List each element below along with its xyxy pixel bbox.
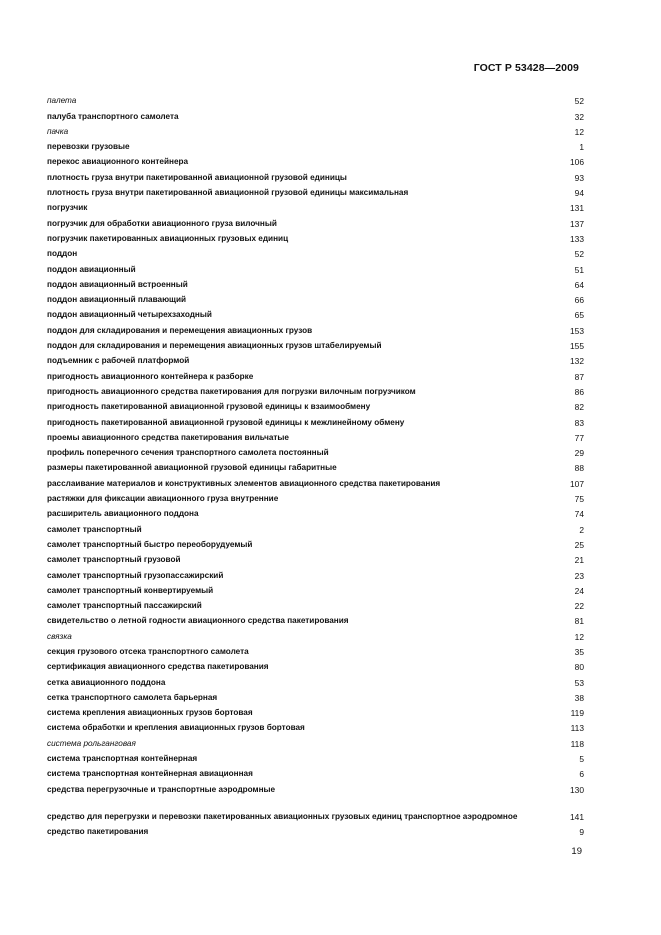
index-page-ref: 5 <box>579 754 584 765</box>
index-entry <box>47 244 584 259</box>
index-page-ref: 155 <box>570 341 584 352</box>
index-page-ref: 82 <box>574 402 584 413</box>
index-entry <box>47 733 584 748</box>
index-page-ref: 83 <box>574 417 584 428</box>
index-term: плотность груза внутри пакетированной авиационной грузовой единицы <box>47 172 347 182</box>
index-term: поддон для складирования и перемещения авиационных грузов <box>47 325 313 335</box>
index-term: самолет транспортный быстро переоборудуемый <box>47 539 253 549</box>
index-term: погрузчик пакетированных авиационных грузовых единиц <box>47 233 289 243</box>
index-page-ref: 22 <box>574 601 584 612</box>
index-page-ref: 9 <box>579 826 584 837</box>
index-entry <box>47 611 584 626</box>
index-entry <box>47 229 584 244</box>
index-entry <box>47 596 584 611</box>
index-page-ref: 6 <box>579 769 584 780</box>
index-page-ref: 2 <box>579 524 584 535</box>
index-page-ref: 141 <box>570 811 584 822</box>
index-term: погрузчик для обработки авиационного груза вилочный <box>47 218 277 228</box>
index-term: перевозки грузовые <box>47 142 130 152</box>
index-page-ref: 66 <box>574 295 584 306</box>
alphabetical-index <box>47 91 584 837</box>
index-entry <box>47 657 584 672</box>
index-page-ref: 94 <box>574 188 584 199</box>
index-entry <box>47 137 584 152</box>
index-page-ref: 32 <box>574 111 584 122</box>
index-term: средство пакетирования <box>47 826 149 836</box>
index-entry <box>47 443 584 458</box>
index-page-ref: 86 <box>574 386 584 397</box>
index-term: свидетельство о летной годности авиационного средства пакетирования <box>47 616 349 626</box>
index-term: связка <box>47 631 72 641</box>
index-term: секция грузового отсека транспортного самолета <box>47 646 249 656</box>
index-page-ref: 74 <box>574 509 584 520</box>
index-entry <box>47 259 584 274</box>
index-term: сетка авиационного поддона <box>47 677 166 687</box>
index-page-ref: 52 <box>574 249 584 260</box>
index-entry <box>47 672 584 687</box>
index-term: самолет транспортный <box>47 524 142 534</box>
index-term: поддон для складирования и перемещения авиационных грузов штабелируемый <box>47 341 382 351</box>
index-entry <box>47 366 584 381</box>
index-entry <box>47 305 584 320</box>
index-page-ref: 29 <box>574 448 584 459</box>
index-term: расширитель авиационного поддона <box>47 509 199 519</box>
index-page-ref: 12 <box>574 631 584 642</box>
index-page-ref: 64 <box>574 279 584 290</box>
index-entry <box>47 290 584 305</box>
index-entry <box>47 550 584 565</box>
index-term: проемы авиационного средства пакетирования вильчатые <box>47 432 289 442</box>
index-entry <box>47 626 584 641</box>
index-entry <box>47 581 584 596</box>
index-page-ref: 21 <box>574 555 584 566</box>
index-term: средства перегрузочные и транспортные аэродромные <box>47 784 276 794</box>
index-entry <box>47 718 584 733</box>
document-header-standard: ГОСТ Р 53428—2009 <box>473 62 579 74</box>
index-entry <box>47 489 584 504</box>
index-term: профиль поперечного сечения транспортного самолета постоянный <box>47 448 329 458</box>
index-term: система транспортная контейнерная авиационная <box>47 769 253 779</box>
index-entry <box>47 152 584 167</box>
index-entry <box>47 336 584 351</box>
index-page-ref: 118 <box>570 738 584 749</box>
index-term: перекос авиационного контейнера <box>47 157 189 167</box>
index-page-ref: 51 <box>574 264 584 275</box>
index-page-ref: 23 <box>574 570 584 581</box>
index-entry <box>47 822 584 837</box>
page-number: 19 <box>571 846 582 857</box>
index-term: растяжки для фиксации авиационного груза внутренние <box>47 494 279 504</box>
index-entry <box>47 473 584 488</box>
index-term: самолет транспортный грузовой <box>47 555 181 565</box>
index-entry <box>47 351 584 366</box>
index-entry <box>47 764 584 779</box>
index-term: поддон авиационный <box>47 264 136 274</box>
index-entry <box>47 749 584 764</box>
index-page-ref: 87 <box>574 371 584 382</box>
index-term: самолет транспортный конвертируемый <box>47 585 214 595</box>
index-entry <box>47 519 584 534</box>
index-term: поддон <box>47 249 78 259</box>
index-term: подъемник с рабочей платформой <box>47 356 190 366</box>
index-term: система рольганговая <box>47 738 136 748</box>
index-entry <box>47 183 584 198</box>
index-entry <box>47 795 584 822</box>
index-entry <box>47 382 584 397</box>
index-page-ref: 93 <box>574 172 584 183</box>
index-entry <box>47 213 584 228</box>
index-page-ref: 107 <box>570 478 584 489</box>
index-term: самолет транспортный грузопассажирский <box>47 570 224 580</box>
index-page-ref: 106 <box>570 157 584 168</box>
index-entry <box>47 122 584 137</box>
index-page-ref: 119 <box>570 708 584 719</box>
index-term: сертификация авиационного средства пакетирования <box>47 662 269 672</box>
index-entry <box>47 397 584 412</box>
index-entry <box>47 106 584 121</box>
index-page-ref: 81 <box>574 616 584 627</box>
index-term: система обработки и крепления авиационных грузов бортовая <box>47 723 305 733</box>
index-entry <box>47 535 584 550</box>
index-entry <box>47 428 584 443</box>
index-entry <box>47 642 584 657</box>
index-page-ref: 25 <box>574 539 584 550</box>
index-entry <box>47 504 584 519</box>
index-page-ref: 80 <box>574 662 584 673</box>
index-entry <box>47 91 584 106</box>
index-term: система крепления авиационных грузов бортовая <box>47 708 253 718</box>
index-term: средство для перегрузки и перевозки пакетированных авиационных грузовых единиц транспортное аэродромное <box>47 811 518 821</box>
index-page-ref: 132 <box>570 356 584 367</box>
index-entry <box>47 320 584 335</box>
index-entry <box>47 565 584 580</box>
index-term: поддон авиационный четырехзаходный <box>47 310 212 320</box>
index-page-ref: 1 <box>579 142 584 153</box>
index-page-ref: 53 <box>574 677 584 688</box>
index-entry <box>47 703 584 718</box>
index-entry <box>47 412 584 427</box>
index-page-ref: 137 <box>570 218 584 229</box>
index-term: пачка <box>47 126 69 136</box>
index-page-ref: 113 <box>570 723 584 734</box>
index-entry <box>47 779 584 794</box>
index-term: погрузчик <box>47 203 88 213</box>
index-entry <box>47 167 584 182</box>
index-page-ref: 130 <box>570 784 584 795</box>
index-term: поддон авиационный плавающий <box>47 295 187 305</box>
index-page-ref: 52 <box>574 96 584 107</box>
index-entry <box>47 458 584 473</box>
index-page-ref: 24 <box>574 585 584 596</box>
index-page-ref: 35 <box>574 646 584 657</box>
index-page-ref: 77 <box>574 432 584 443</box>
index-term: пригодность пакетированной авиационной грузовой единицы к межлинейному обмену <box>47 417 405 427</box>
index-term: поддон авиационный встроенный <box>47 279 188 289</box>
index-term: расслаивание материалов и конструктивных элементов авиационного средства пакетирования <box>47 478 441 488</box>
index-page-ref: 88 <box>574 463 584 474</box>
index-term: система транспортная контейнерная <box>47 754 198 764</box>
index-term: самолет транспортный пассажирский <box>47 601 202 611</box>
index-term: пригодность авиационного контейнера к разборке <box>47 371 254 381</box>
index-page-ref: 153 <box>570 325 584 336</box>
index-term: размеры пакетированной авиационной грузовой единицы габаритные <box>47 463 337 473</box>
index-page-ref: 65 <box>574 310 584 321</box>
index-page-ref: 12 <box>574 126 584 137</box>
index-term: пригодность пакетированной авиационной грузовой единицы к взаимообмену <box>47 402 371 412</box>
index-term: пригодность авиационного средства пакетирования для погрузки вилочным погрузчиком <box>47 386 416 396</box>
index-page-ref: 38 <box>574 692 584 703</box>
index-page-ref: 131 <box>570 203 584 214</box>
index-entry <box>47 198 584 213</box>
index-page-ref: 133 <box>570 233 584 244</box>
index-term: палуба транспортного самолета <box>47 111 179 121</box>
index-term: палета <box>47 96 77 106</box>
index-entry <box>47 688 584 703</box>
index-page-ref: 75 <box>574 494 584 505</box>
index-term: сетка транспортного самолета барьерная <box>47 692 218 702</box>
index-entry <box>47 275 584 290</box>
index-term: плотность груза внутри пакетированной авиационной грузовой единицы максимальная <box>47 188 409 198</box>
